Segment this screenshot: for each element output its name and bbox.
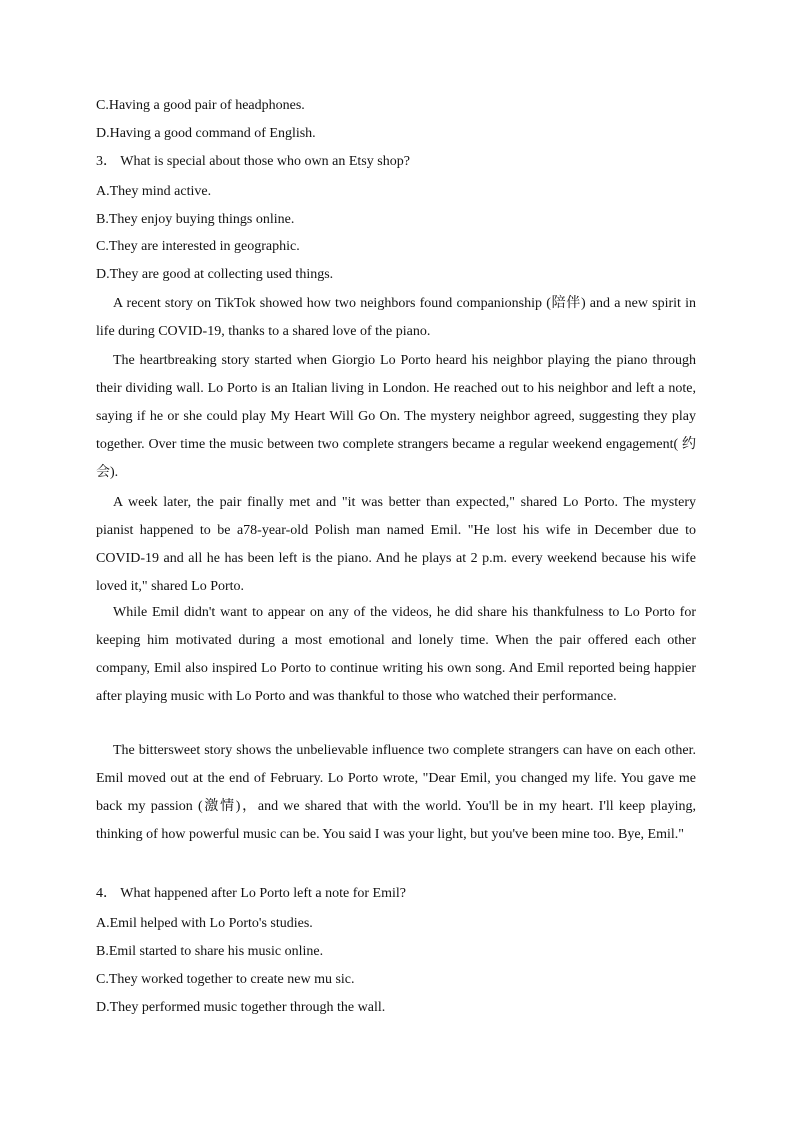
q4-option-a: A.Emil helped with Lo Porto's studies.	[96, 916, 313, 931]
passage-paragraph-1: A recent story on TikTok showed how two neighbors found companionship (陪伴) and a new spirit in life during COVID-19, thanks to a shared love of the piano.	[96, 296, 696, 339]
q3-option-d: D.They are good at collecting used things.	[96, 267, 334, 282]
passage-paragraph-5: The bittersweet story shows the unbelievable influence two complete strangers can have on each other. Emil moved out at the end of February. Lo Porto wrote, "Dear Emil, you changed my life. You gave me back my passion (激情)，and we shared that with the world. You'll be in my heart. I'll keep playing, thinking of how powerful music can be. You said I was your light, but you've been mine too. Bye, Emil."	[96, 743, 696, 842]
q3-stem: 3． What is special about those who own an Etsy shop?	[96, 154, 410, 169]
q2-option-c: C.Having a good pair of headphones.	[96, 98, 305, 113]
q3-option-b: B.They enjoy buying things online.	[96, 212, 295, 227]
q3-option-a: A.They mind active.	[96, 184, 212, 199]
q4-option-c: C.They worked together to create new mu sic.	[96, 972, 355, 987]
q3-option-c: C.They are interested in geographic.	[96, 239, 300, 254]
passage-paragraph-3: A week later, the pair finally met and "it was better than expected," shared Lo Porto. The mystery pianist happened to be a78-year-old Polish man named Emil. "He lost his wife in December due to COVID-19 and all he has been left is the piano. And he plays at 2 p.m. every weekend because his wife loved it," shared Lo Porto.	[96, 495, 696, 594]
q4-option-d: D.They performed music together through the wall.	[96, 1000, 386, 1015]
passage-paragraph-4: While Emil didn't want to appear on any of the videos, he did share his thankfulness to Lo Porto for keeping him motivated during a most emotional and lonely time. When the pair offered each other company, Emil also inspired Lo Porto to continue writing his own song. And Emil reported being happier after playing music with Lo Porto and was thankful to those who watched their performance.	[96, 605, 696, 704]
passage-paragraph-2: The heartbreaking story started when Giorgio Lo Porto heard his neighbor playing the piano through their dividing wall. Lo Porto is an Italian living in London. He reached out to his neighbor and left a note, saying if he or she could play My Heart Will Go On. The mystery neighbor agreed, suggesting they play together. Over time the music between two complete strangers became a regular weekend engagement( 约会).	[96, 353, 696, 480]
q4-option-b: B.Emil started to share his music online.	[96, 944, 324, 959]
q2-option-d: D.Having a good command of English.	[96, 126, 316, 141]
q4-stem: 4． What happened after Lo Porto left a note for Emil?	[96, 886, 406, 901]
